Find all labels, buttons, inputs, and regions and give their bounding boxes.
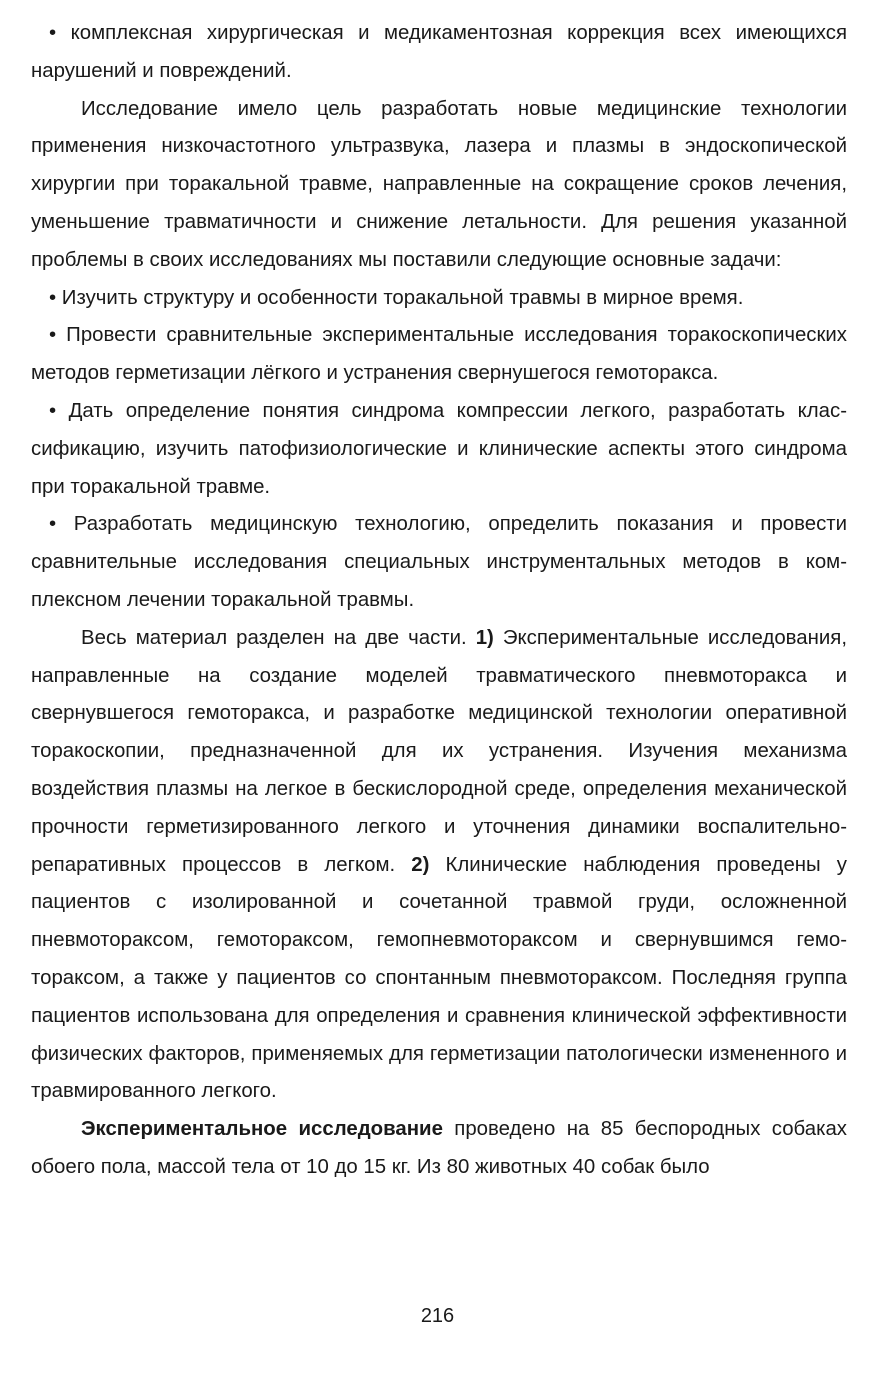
- part-marker-2: 2): [411, 853, 430, 876]
- part-marker-1: 1): [475, 626, 494, 649]
- material-part-2: Клинические наблюдения проведены у пациентов с изолированной и сочетанной травмой груди, осложненной пневмотораксом, гемотораксом, гемопневмотораксом и свернувшимся гемотораксом, а также у пациентов со спонтанным пневмотораксом. Последняя группа пациентов использована для определения и сравнения клинической эффективности физических факторов, применяемых для герметизации патологически измененного и травмированного легкого.: [31, 853, 847, 1103]
- paragraph-experiment: [31, 1111, 847, 1187]
- list-item: • Разработать медицинскую технологию, определить показания и провести сравнительные исследования специальных инструментальных методов в комплексном лечении торакальной травмы.: [31, 513, 847, 611]
- list-item: • Дать определение понятия синдрома компрессии легкого, разработать классификацию, изучить патофизиологические и клинические аспекты этого синдрома при торакальной травме.: [31, 399, 847, 498]
- list-item: • Провести сравнительные экспериментальные исследования торакоскопических методов герметизации лёгкого и устранения свернушегося гемоторакса.: [31, 324, 847, 385]
- body-text: [31, 15, 847, 1187]
- list-item: • комплексная хирургическая и медикаментозная коррекция всех имеющихся нарушений и повреждений.: [31, 22, 847, 82]
- list-item: • Изучить структуру и особенности торакальной травмы в мирное время.: [49, 286, 744, 309]
- material-part-1: Экспериментальные исследования, направленные на создание моделей травматического пневмоторакса и свернувшегося гемоторакса, и разработке медицинской технологии оперативной торакоскопии, предназначенной для их устранения. Изучения механизма воздействия плазмы на легкое в бескислородной среде, определения механической прочности герметизированного легкого и уточнения динамики воспалительно-репаративных процессов в легком.: [31, 626, 847, 876]
- experiment-heading: Экспериментальное исследование: [81, 1118, 443, 1141]
- paragraph-goal: Исследование имело цель разработать новые медицинские технологии применения низкочастотного ультразвука, лазера и плазмы в эндоскопической хирургии при торакальной травме, направленные на сокращение сроков лечения, уменьшение травматичности и снижение летальности. Для решения указанной проблемы в своих исследованиях мы поставили следующие основные задачи:: [31, 97, 847, 271]
- paragraph-material: [31, 620, 847, 1111]
- page-number: 216: [420, 1305, 455, 1327]
- experiment-text: проведено на 85 беспородных собаках обоего пола, массой тела от 10 до 15 кг. Из 80 животных 40 собак было: [31, 1118, 847, 1178]
- material-lead: Весь материал разделен на две части.: [81, 626, 476, 649]
